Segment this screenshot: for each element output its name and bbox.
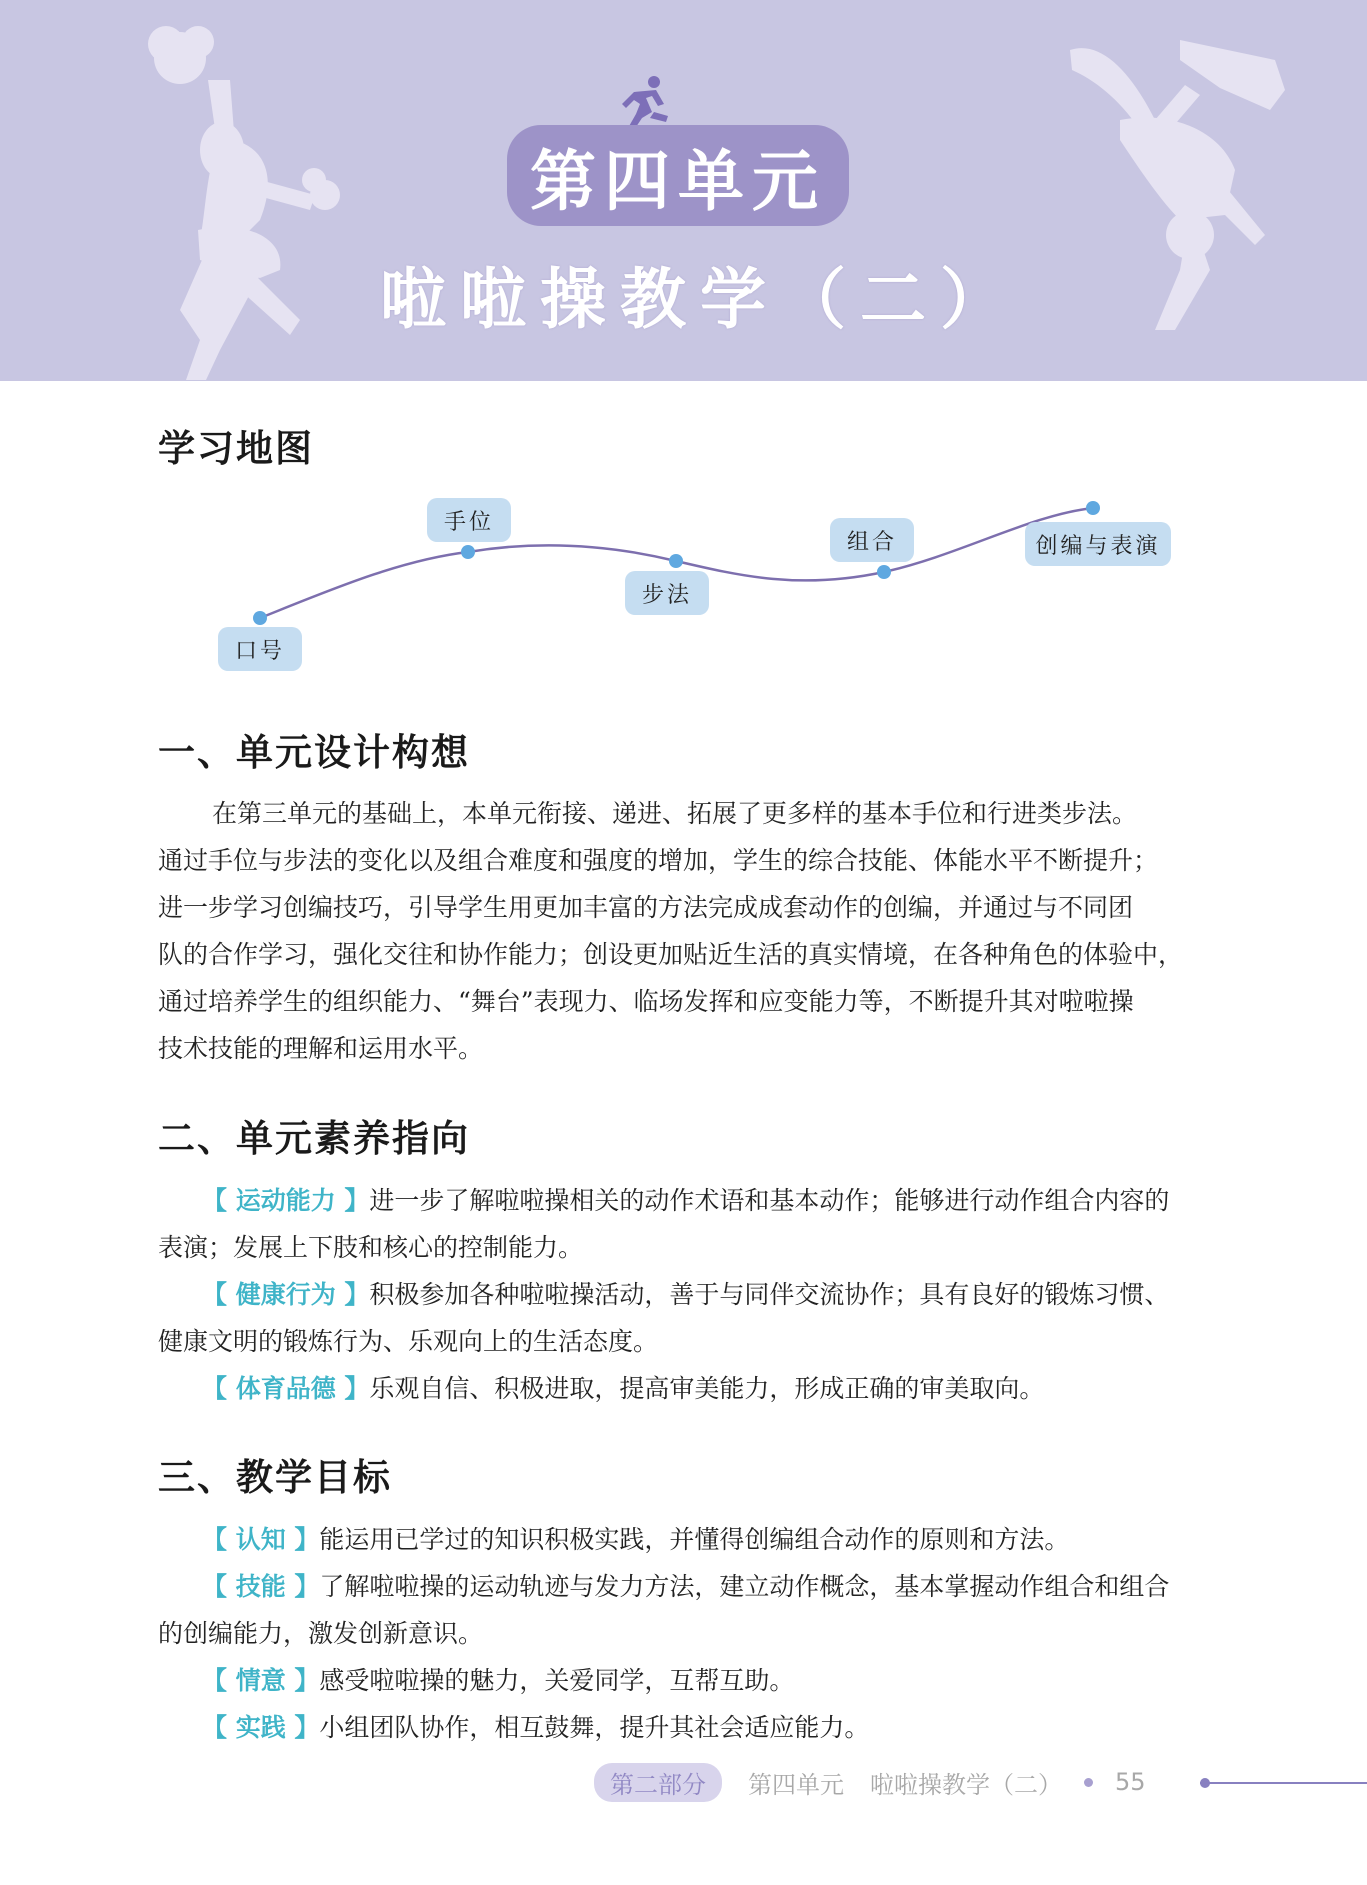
objective-item xyxy=(202,1563,1270,1610)
section-heading: 二、单元素养指向 xyxy=(158,1116,470,1160)
map-stage-label: 步法 xyxy=(625,571,709,615)
paragraph-line: 队的合作学习，强化交往和协作能力；创设更加贴近生活的真实情境，在各种角色的体验中， xyxy=(158,940,1184,969)
map-node-2 xyxy=(461,545,475,559)
map-node-4 xyxy=(877,565,891,579)
competency-tag: 【 体育品德 】 xyxy=(202,1374,370,1403)
footer-dot-icon xyxy=(1084,1778,1093,1787)
competency-text: 乐观自信、积极进取，提高审美能力，形成正确的审美取向。 xyxy=(369,1374,1045,1403)
section-heading: 一、单元设计构想 xyxy=(158,730,470,774)
objective-item xyxy=(202,1516,1270,1563)
learning-map-heading: 学习地图 xyxy=(158,426,314,470)
map-stage-label: 口号 xyxy=(218,627,302,671)
objective-text-cont: 的创编能力，激发创新意识。 xyxy=(158,1619,484,1648)
map-node-3 xyxy=(669,554,683,568)
map-node-5 xyxy=(1086,501,1100,515)
competency-item xyxy=(202,1365,1270,1412)
objective-tag: 【 实践 】 xyxy=(202,1713,320,1742)
paragraph-line: 技术技能的理解和运用水平。 xyxy=(158,1034,484,1063)
map-stage-label: 组合 xyxy=(830,518,914,562)
paragraph-line: 在第三单元的基础上，本单元衔接、递进、拓展了更多样的基本手位和行进类步法。 xyxy=(212,799,1138,828)
competency-text: 进一步了解啦啦操相关的动作术语和基本动作；能够进行动作组合内容的 xyxy=(369,1186,1170,1215)
paragraph-line: 通过培养学生的组织能力、“舞台”表现力、临场发挥和应变能力等，不断提升其对啦啦操 xyxy=(158,987,1134,1016)
objective-text: 感受啦啦操的魅力，关爱同学，互帮互助。 xyxy=(319,1666,795,1695)
competency-text-cont: 表演；发展上下肢和核心的控制能力。 xyxy=(158,1233,584,1262)
objective-item xyxy=(202,1657,1270,1704)
objective-tag: 【 技能 】 xyxy=(202,1572,320,1601)
footer-rule xyxy=(1200,1782,1367,1784)
competency-item xyxy=(202,1271,1270,1318)
page-number: 55 xyxy=(1115,1768,1146,1796)
paragraph-line: 通过手位与步法的变化以及组合难度和强度的增加，学生的综合技能、体能水平不断提升； xyxy=(158,846,1159,875)
unit-number-badge: 第四单元 xyxy=(507,125,849,226)
competency-tag: 【 健康行为 】 xyxy=(202,1280,370,1309)
competency-text: 积极参加各种啦啦操活动，善于与同伴交流协作；具有良好的锻炼习惯、 xyxy=(369,1280,1170,1309)
objective-tag: 【 情意 】 xyxy=(202,1666,320,1695)
objective-text: 了解啦啦操的运动轨迹与发力方法，建立动作概念，基本掌握动作组合和组合 xyxy=(319,1572,1170,1601)
paragraph-line: 进一步学习创编技巧，引导学生用更加丰富的方法完成成套动作的创编，并通过与不同团 xyxy=(158,893,1134,922)
objective-item xyxy=(202,1704,1270,1751)
map-stage-label: 手位 xyxy=(427,498,511,542)
unit-title: 啦啦操教学（二） xyxy=(380,260,1020,338)
map-node-1 xyxy=(253,611,267,625)
objective-tag: 【 认知 】 xyxy=(202,1525,320,1554)
footer-title: 啦啦操教学（二） xyxy=(870,1770,1062,1799)
footer-unit: 第四单元 xyxy=(748,1770,844,1799)
competency-item xyxy=(202,1177,1270,1224)
footer-part-badge: 第二部分 xyxy=(594,1763,722,1802)
objective-text: 小组团队协作，相互鼓舞，提升其社会适应能力。 xyxy=(319,1713,870,1742)
section-heading: 三、教学目标 xyxy=(158,1455,392,1499)
competency-text-cont: 健康文明的锻炼行为、乐观向上的生活态度。 xyxy=(158,1327,659,1356)
page-footer xyxy=(594,1762,1146,1802)
competency-tag: 【 运动能力 】 xyxy=(202,1186,370,1215)
objective-text: 能运用已学过的知识积极实践，并懂得创编组合动作的原则和方法。 xyxy=(319,1525,1070,1554)
map-stage-label: 创编与表演 xyxy=(1025,522,1171,566)
